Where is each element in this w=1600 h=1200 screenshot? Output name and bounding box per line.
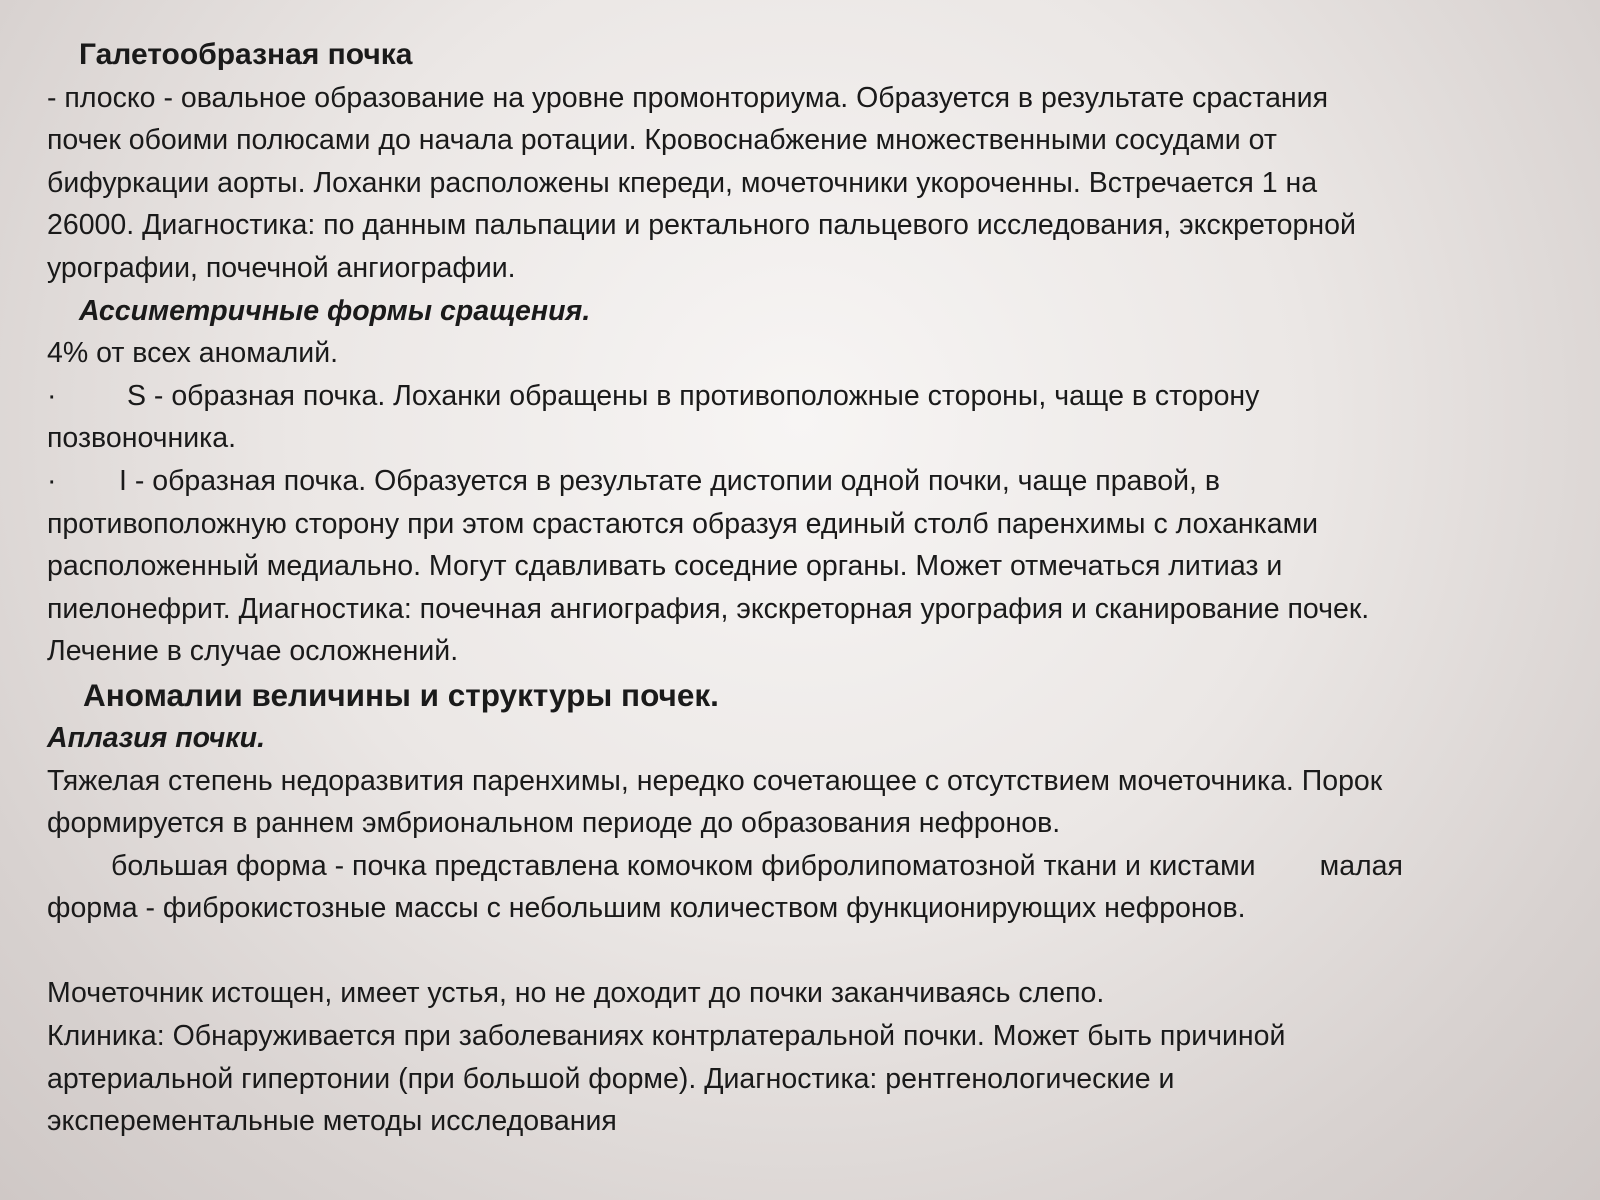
- paragraph-line: позвоночника.: [47, 422, 237, 455]
- bullet-icon: ·: [47, 379, 57, 412]
- forms-line: [47, 845, 1560, 888]
- subsection-title-aplasia: Аплазия почки.: [47, 721, 266, 754]
- bullet-item-i-kidney: [47, 460, 1560, 503]
- paragraph-line: артериальной гипертонии (при большой форме). Диагностика: рентгенологические и: [47, 1062, 1175, 1095]
- paragraph-line: 4% от всех аномалий.: [47, 337, 339, 370]
- paragraph-line: 26000. Диагностика: по данным пальпации и ректального пальцевого исследования, экскреторной: [47, 209, 1356, 242]
- paragraph-line: форма - фиброкистозные массы с небольшим количеством функционирующих нефронов.: [47, 892, 1246, 925]
- bullet-text: I - образная почка. Образуется в результате дистопии одной почки, чаще правой, в: [119, 464, 1220, 497]
- paragraph-line: Клиника: Обнаруживается при заболеваниях контрлатеральной почки. Может быть причиной: [47, 1020, 1286, 1053]
- small-form-start: малая: [1319, 849, 1403, 882]
- section-title-galetoobraznaya: Галетообразная почка: [79, 38, 413, 71]
- section-title-asymmetric: Ассиметричные формы сращения.: [79, 294, 591, 327]
- bullet-item-s-kidney: [47, 375, 1560, 418]
- paragraph-line: урографии, почечной ангиографии.: [47, 251, 516, 284]
- paragraph-line: Мочеточник истощен, имеет устья, но не доходит до почки заканчиваясь слепо.: [47, 977, 1105, 1010]
- paragraph-line: - плоско - овальное образование на уровне промонториума. Образуется в результате срастания: [47, 81, 1329, 114]
- paragraph-line: Тяжелая степень недоразвития паренхимы, нередко сочетающее с отсутствием мочеточника. Порок: [47, 764, 1383, 797]
- bullet-icon: ·: [47, 464, 57, 497]
- big-form-text: большая форма - почка представлена комочком фибролипоматозной ткани и кистами: [111, 849, 1256, 882]
- paragraph-line: расположенный медиально. Могут сдавливать соседние органы. Может отмечаться литиаз и: [47, 550, 1283, 583]
- paragraph-line: эксперементальные методы исследования: [47, 1105, 617, 1138]
- bullet-text: S - образная почка. Лоханки обращены в противоположные стороны, чаще в сторону: [127, 379, 1260, 412]
- paragraph-line: противоположную сторону при этом срастаются образуя единый столб паренхимы с лоханками: [47, 507, 1319, 540]
- section-title-anomalies-size: Аномалии величины и структуры почек.: [83, 676, 719, 713]
- paragraph-line: формируется в раннем эмбриональном периоде до образования нефронов.: [47, 807, 1061, 840]
- blank-line: [47, 930, 1560, 973]
- paragraph-line: почек обоими полюсами до начала ротации. Кровоснабжение множественными сосудами от: [47, 124, 1277, 157]
- paragraph-line: пиелонефрит. Диагностика: почечная ангиография, экскреторная урография и сканирование почек.: [47, 592, 1370, 625]
- paragraph-line: бифуркации аорты. Лоханки расположены кпереди, мочеточники укороченны. Встречается 1 на: [47, 166, 1318, 199]
- paragraph-line: Лечение в случае осложнений.: [47, 635, 459, 668]
